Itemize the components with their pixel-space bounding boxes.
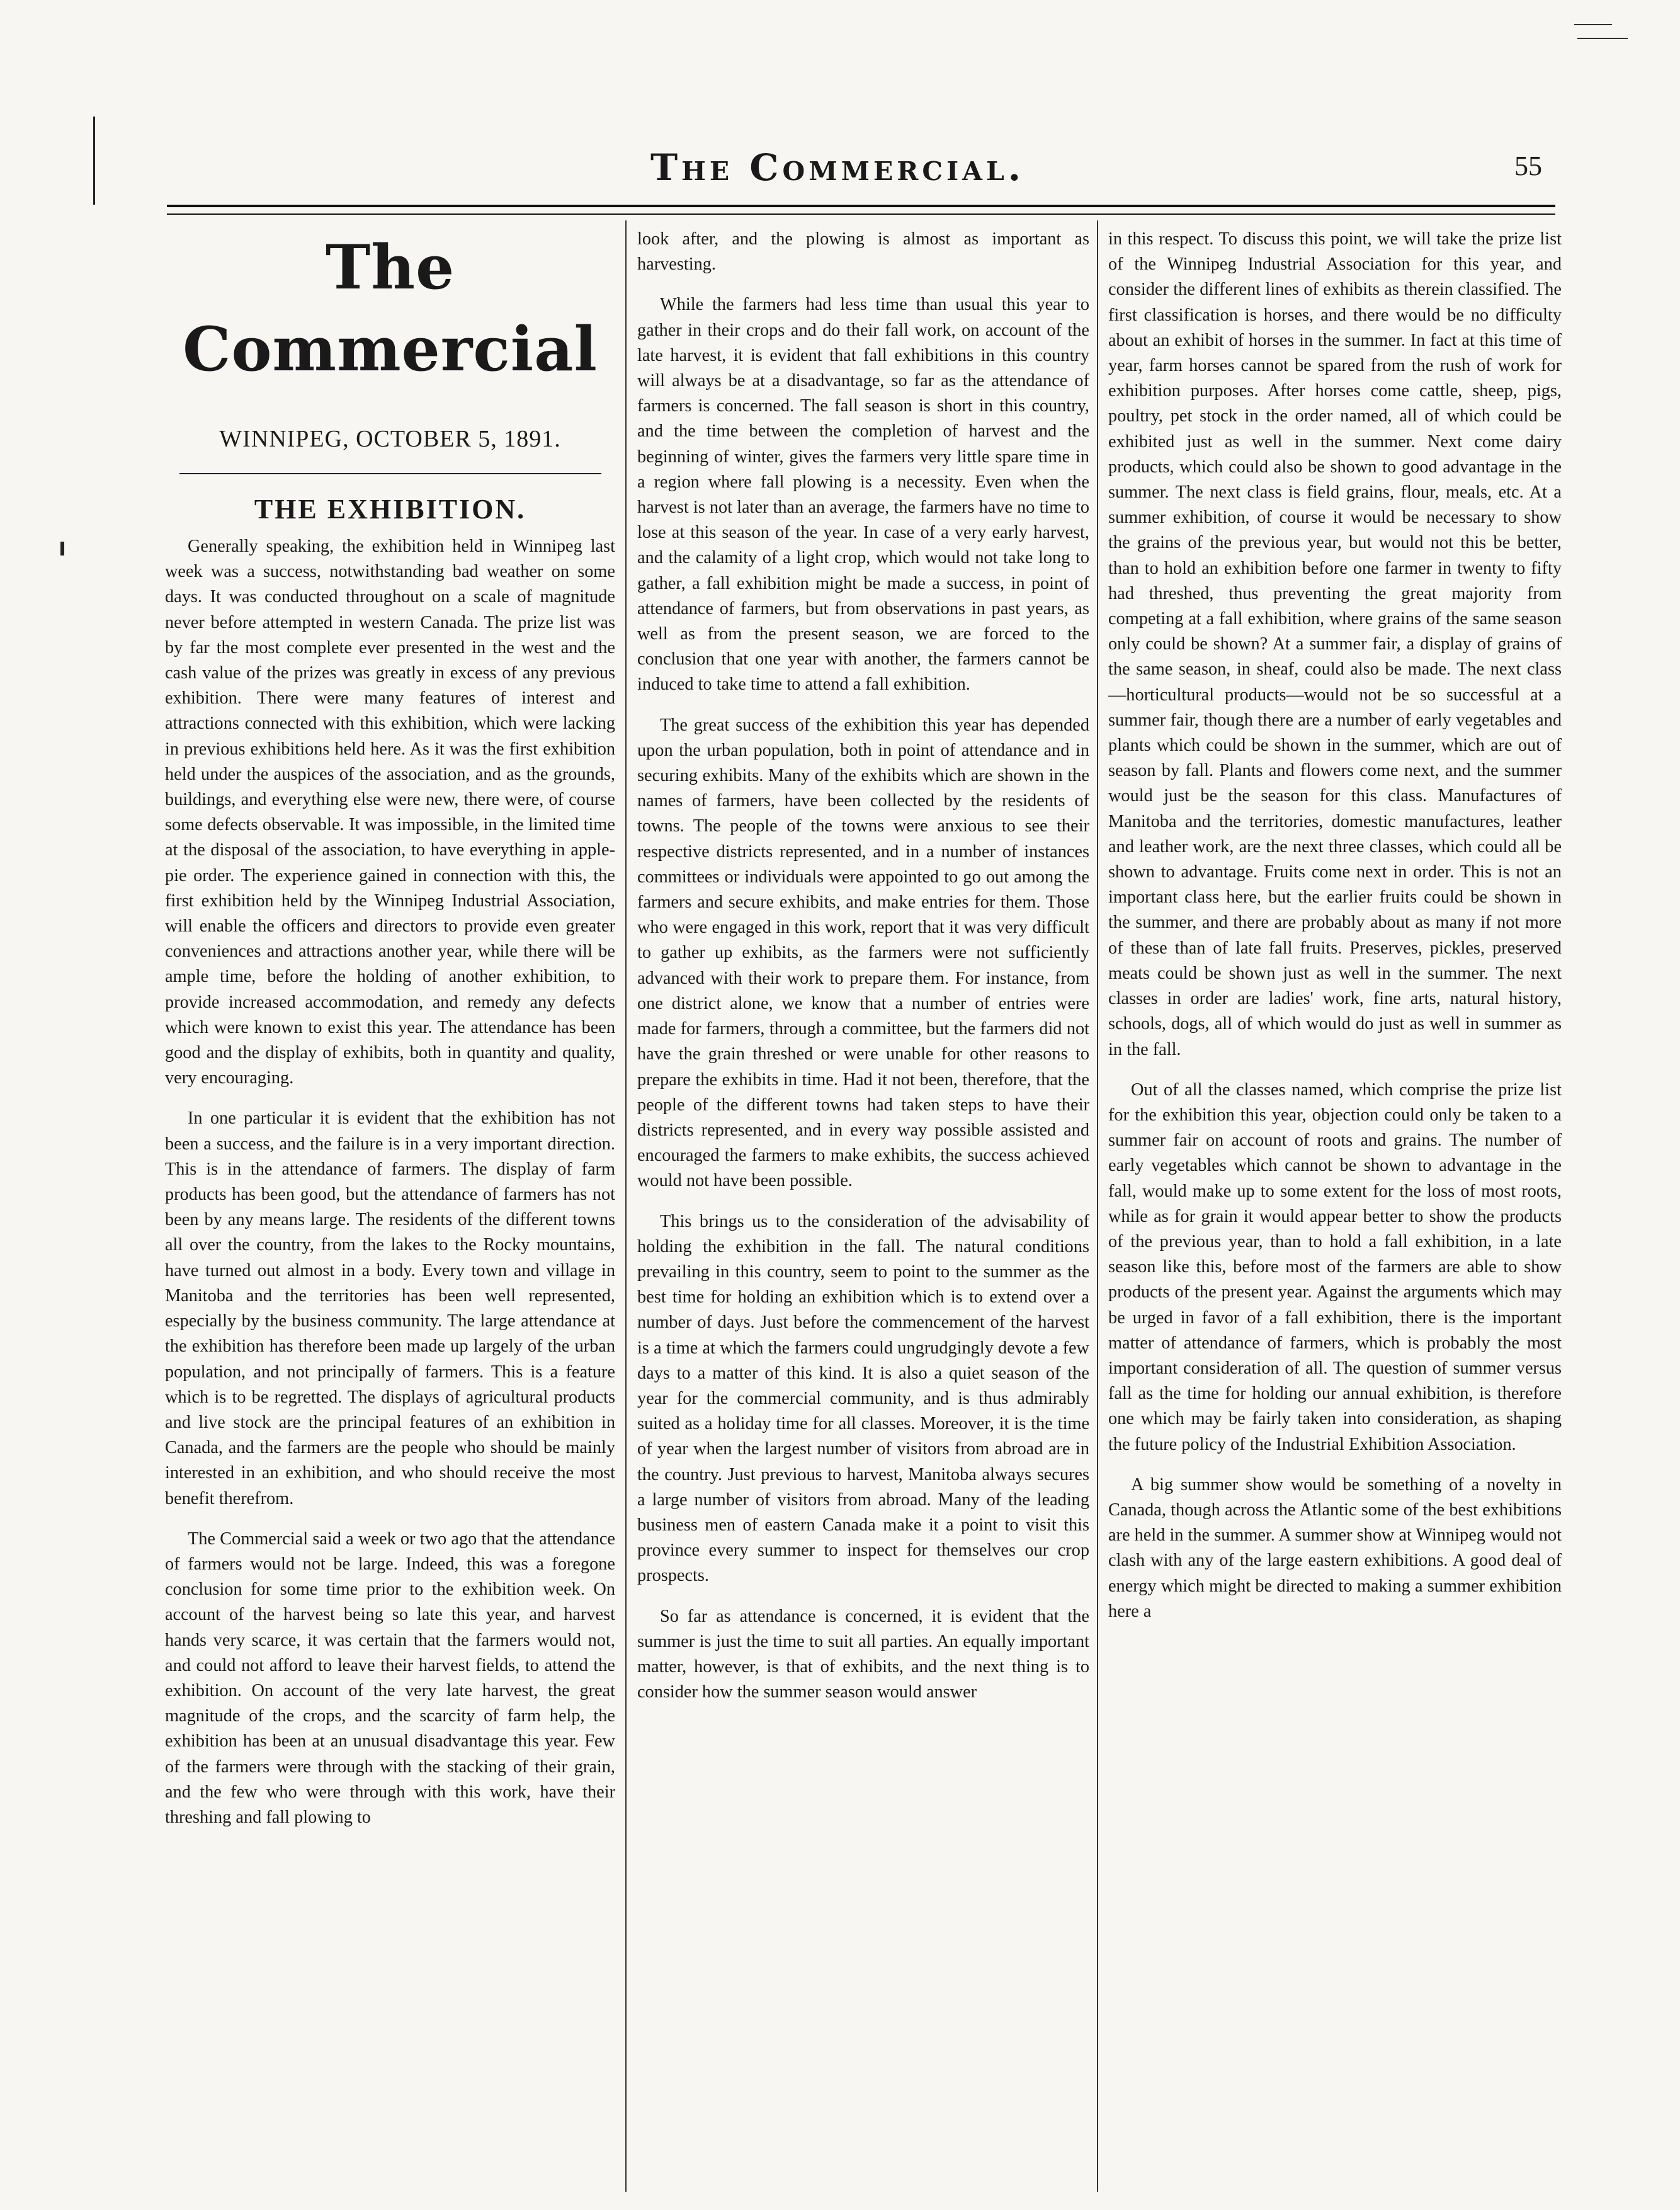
article-paragraph: The Commercial said a week or two ago that the attendance of farmers would not be large. Indeed, this was a foregone conclusion for some time prior to the exhibition week. On account of the harvest being so late this year, and harvest hands very scarce, it was certain that the farmers would not, and could not afford to leave their harvest fields, to attend the exhibition. On account of the very late harvest, the great magnitude of the crops, and the scarcity of farm help, the exhibition has been at an unusual disadvantage this year. Few of the farmers were through with the stacking of their grain, and the few who were through with this work, have their threshing and fall plowing to bbox=[165, 1529, 615, 1827]
column-rule bbox=[1097, 220, 1098, 2192]
article-paragraph: Out of all the classes named, which comprise the prize list for the exhibition this year, objection could only be taken to a summer fair on account of roots and grains. The number of early vegetables which cannot be shown to advantage in the fall, would make up to some extent for the loss of most roots, while as for grain it would appear better to show the products of the previous year, than to hold a fall exhibition, in a late season like this, before most of the farmers are able to show products of the present year. Against the arguments which may be urged in favor of a fall exhibition, there is the important matter of attendance of farmers, which is probably the most important consideration of all. The question of summer versus fall as the time for holding our annual exhibition, is therefore one which may be fairly taken into consideration, as shaping the future policy of the Industrial Exhibition Association. bbox=[1108, 1079, 1562, 1454]
article-paragraph: in this respect. To discuss this point, we will take the prize list of the Winnipeg Industrial Association for this year, and consider the different lines of exhibits as therein classified. The first classification is horses, and there would be no difficulty about an exhibit of horses in the summer. In fact at this time of year, farm horses cannot be spared from the rush of work for exhibition purposes. After horses come cattle, sheep, pigs, poultry, pet stock in the order named, all of which could be exhibited just as well in the summer. Next come dairy products, which could also be shown to good advantage in the summer. The next class is field grains, flour, meals, etc. At a summer exhibition, of course it would be necessary to show the grains of the previous year, but would not this be better, than to hold an exhibition before one farmer in twenty to fifty had threshed, thus preventing the great majority from competing at a fall exhibition, where grains of the same season only could be shown? At a summer fair, a display of grains of the same season, in sheaf, could also be made. The next class—horticultural products—would not be so successful at a summer fair, though there are a number of early vegetables and plants which could be shown in the summer, which are out of season by fall. Plants and flowers come next, and the summer would just be the season for this class. Manufactures of Manitoba and the territories, domestic manufactures, leather and leather work, are the next three classes, which could all be shown to advantage. Fruits come next in order. This is not an important class here, but the earlier fruits could be shown in the summer, and there are probably about as many if not more of these than of late fall fruits. Preserves, pickles, preserved meats could be shown just as well in the summer. The next classes in order are ladies' work, fine arts, natural history, schools, dogs, all of which would do just as well in summer as in the fall. bbox=[1108, 229, 1562, 1059]
scan-margin-mark bbox=[93, 117, 95, 205]
running-title: The Commercial. bbox=[650, 146, 1024, 189]
article-paragraph: In one particular it is evident that the exhibition has not been a success, and the failure is in a very important direction. This is in the attendance of farmers. The display of farm products has been good, but the attendance of farmers has not been by any means large. The residents of the different towns all over the country, from the lakes to the Rocky mountains, have turned out almost in a body. Every town and village in Manitoba and the territories has been well represented, especially by the business community. The large attendance at the exhibition has therefore been made up largely of the urban population, and not principally of farmers. This is a feature which is to be regretted. The displays of agricultural products and live stock are the principal features of an exhibition in Canada, and the farmers are the people who should be mainly interested in an exhibition, and who should receive the most benefit therefrom. bbox=[165, 1108, 615, 1508]
page-number: 55 bbox=[1514, 151, 1542, 181]
article-paragraph: This brings us to the consideration of the advisability of holding the exhibition in the fall. The natural conditions prevailing in this country, seem to point to the summer as the best time for holding an exhibition which is to extend over a number of days. Just before the commencement of the harvest is a time at which the farmers could ungrudgingly devote a few days to a matter of this kind. It is also a quiet season of the year for the commercial community, and is thus admirably suited as a holiday time for all classes. Moreover, it is the time of year when the largest number of visitors from abroad are in the country. Just previous to harvest, Manitoba always secures a large number of visitors from abroad. Many of the leading business men of eastern Canada make it a point to visit this province every summer to inspect for themselves our crop prospects. bbox=[637, 1211, 1089, 1586]
column-3 bbox=[1108, 227, 1562, 2192]
article-paragraph: A big summer show would be something of a novelty in Canada, though across the Atlantic some of the best exhibitions are held in the summer. A summer show at Winnipeg would not clash with any of the large eastern exhibitions. A good deal of energy which might be directed to making a summer exhibition here a bbox=[1108, 1474, 1562, 1621]
article-paragraph: So far as attendance is concerned, it is evident that the summer is just the time to suit all parties. An equally important matter, however, is that of exhibits, and the next thing is to consider how the summer season would answer bbox=[637, 1606, 1089, 1702]
scan-corner-mark bbox=[1577, 38, 1628, 39]
column-1 bbox=[165, 227, 615, 2192]
scan-corner-mark bbox=[1574, 24, 1612, 25]
article-headline: THE EXHIBITION. bbox=[254, 494, 526, 525]
header-rule bbox=[167, 205, 1555, 215]
nameplate-title: The Commercial bbox=[183, 232, 598, 385]
article-paragraph: Generally speaking, the exhibition held in Winnipeg last week was a success, notwithstanding bad weather on some days. It was conducted throughout on a scale of magnitude never before attempted in western Canada. The prize list was by far the most complete ever presented in the west and the cash value of the prizes was greatly in excess of any previous exhibition. There were many features of interest and attractions connected with this exhibition, which were lacking in previous exhibitions held here. As it was the first exhibition held under the auspices of the association, and as the grounds, buildings, and everything else were new, there were, of course some defects observable. It was impossible, in the limited time at the disposal of the association, to have everything in apple-pie order. The experience gained in connection with this, the first exhibition held by the Winnipeg Industrial Association, will enable the officers and directors to provide even greater conveniences and attractions another year, while there will be ample time, before the holding of another exhibition, to provide increased accommodation, and remedy any defects which were known to exist this year. The attendance has been good and the display of exhibits, both in quantity and quality, very encouraging. bbox=[165, 537, 615, 1088]
article-paragraph: look after, and the plowing is almost as important as harvesting. bbox=[637, 229, 1089, 275]
article-paragraph: While the farmers had less time than usual this year to gather in their crops and do their fall work, on account of the late harvest, it is evident that fall exhibitions in this country will always be at a disadvantage, so far as the attendance of farmers is concerned. The fall season is short in this country, and the time between the completion of harvest and the beginning of winter, gives the farmers very little spare time in a region where fall plowing is a necessity. Even when the harvest is not later than an average, the farmers have no time to lose at this season of the year. In case of a very early harvest, and the calamity of a light crop, which would not take long to gather, a fall exhibition might be made a success, in point of attendance of farmers, but from observations in past years, as well as from the present season, we are forced to the conclusion that one year with another, the farmers cannot be induced to take time to attend a fall exhibition. bbox=[637, 295, 1089, 695]
article-paragraph: The great success of the exhibition this year has depended upon the urban population, both in point of attendance and in securing exhibits. Many of the exhibits which are shown in the names of farmers, have been collected by the residents of towns. The people of the towns were anxious to see their respective districts represented, and in a number of instances committees or individuals were appointed to go out among the farmers and secure exhibits, and make entries for them. Those who were engaged in this work, report that it was very difficult to gather up exhibits, as the farmers were not sufficiently advanced with their work to prepare them. For instance, from one district alone, we know that a number of entries were made for farmers, through a committee, but the farmers did not have the grain threshed or were unable for other reasons to prepare the exhibits in time. Had it not been, therefore, that the people of the different towns had taken steps to have their districts represented, and in every way possible assisted and encouraged the farmers to make exhibits, the success achieved would not have been possible. bbox=[637, 715, 1089, 1191]
column-rule bbox=[625, 220, 627, 2192]
dateline: WINNIPEG, OCTOBER 5, 1891. bbox=[219, 426, 561, 452]
column-2 bbox=[637, 227, 1089, 2192]
scan-margin-mark bbox=[60, 542, 64, 555]
dateline-rule bbox=[179, 473, 601, 474]
